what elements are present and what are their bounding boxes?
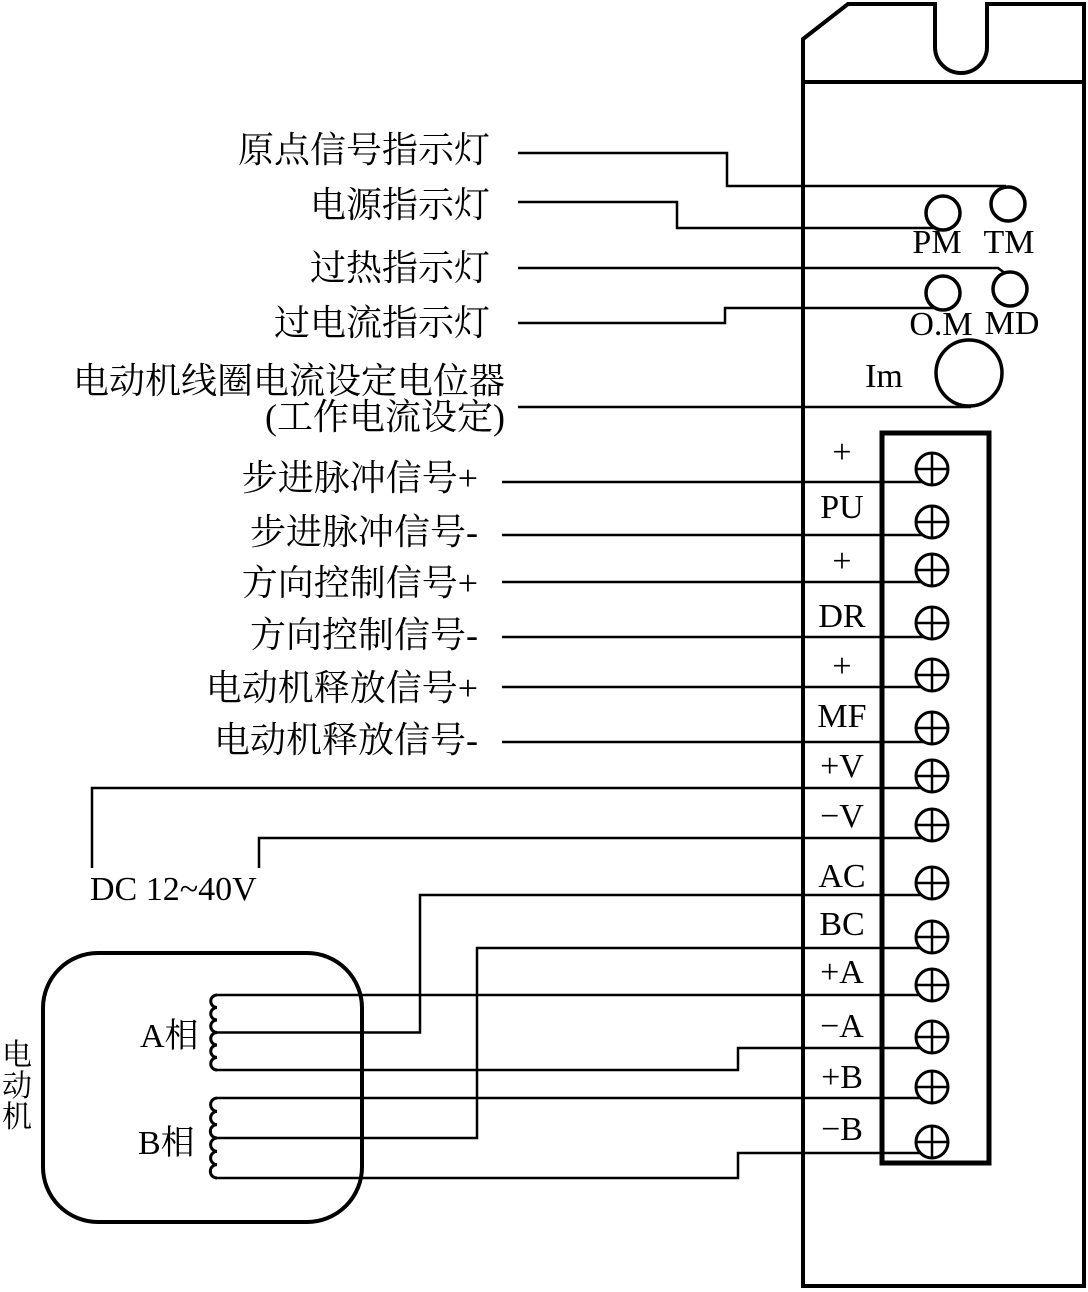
terminal-block [882,433,989,1163]
terminal-label-minus-v: −V [820,798,864,835]
screw-terminal [916,760,948,792]
screw-terminal [916,554,948,586]
terminal-label-plus3: + [832,648,852,685]
motor-body-outline [43,953,362,1222]
led-pm-label: PM [912,224,962,261]
led-md-label: MD [984,305,1040,342]
terminal-label-minus-a: −A [820,1008,864,1045]
label-overheat-indicator: 过热指示灯 [309,248,490,288]
wire-overheat-indicator [518,268,1006,274]
potentiometer-label: Im [865,358,903,395]
label-direction-minus: 方向控制信号- [250,615,478,655]
terminal-label-plus2: + [832,543,852,580]
label-origin-indicator: 原点信号指示灯 [237,130,490,170]
label-overcurrent-indicator: 过电流指示灯 [273,303,490,343]
screw-terminal [916,712,948,744]
screw-terminal [916,506,948,538]
label-release-plus: 电动机释放信号+ [205,668,478,708]
screw-terminal [916,1071,948,1103]
terminal-label-pu: PU [820,489,864,526]
power-supply-label: DC 12~40V [90,871,257,908]
screw-terminal [916,453,948,485]
led-md [993,272,1027,306]
terminal-label-mf: MF [817,698,867,735]
indicator-leds [926,187,1027,406]
screw-terminal [916,1021,948,1053]
led-tm [991,187,1025,221]
label-pulse-plus: 步进脉冲信号+ [241,458,478,498]
phase-a-coil [211,995,217,1070]
terminal-label-bc: BC [819,906,865,943]
led-om-label: O.M [909,306,973,343]
screw-terminal [916,659,948,691]
terminal-label-plus-v: +V [820,748,864,785]
label-release-minus: 电动机释放信号- [214,720,478,760]
led-tm-label: TM [983,224,1035,261]
phase-b-coil [210,1098,217,1178]
terminal-label-plus1: + [832,434,852,471]
motor [43,953,362,1222]
phase-a-label: A相 [140,1018,199,1055]
screw-terminal [916,809,948,841]
screw-terminal [916,921,948,953]
wire-overcurrent-indicator [518,308,938,323]
wire-origin-indicator [518,153,1006,186]
label-pulse-minus: 步进脉冲信号- [250,512,478,552]
terminal-label-dr: DR [818,598,866,635]
wire-minus-b [217,1153,940,1178]
terminal-label-plus-b: +B [821,1059,863,1096]
label-direction-plus: 方向控制信号+ [241,563,478,603]
screw-terminal [916,607,948,639]
terminal-label-ac: AC [818,858,866,895]
screw-terminal [916,867,948,899]
terminal-label-minus-b: −B [821,1111,863,1148]
terminal-label-plus-a: +A [820,954,864,991]
screw-terminals [916,453,948,1158]
screw-terminal [916,969,948,1001]
label-power-indicator: 电源指示灯 [309,185,490,225]
label-current-pot-line2: (工作电流设定) [265,397,505,437]
potentiometer-knob [936,340,1002,406]
label-current-pot-line1: 电动机线圈电流设定电位器 [72,361,505,401]
motor-name-label: 电动机 [2,1039,32,1134]
phase-b-label: B相 [138,1125,195,1162]
led-om [926,276,960,310]
wire-power-indicator [518,202,940,228]
screw-terminal [916,1126,948,1158]
